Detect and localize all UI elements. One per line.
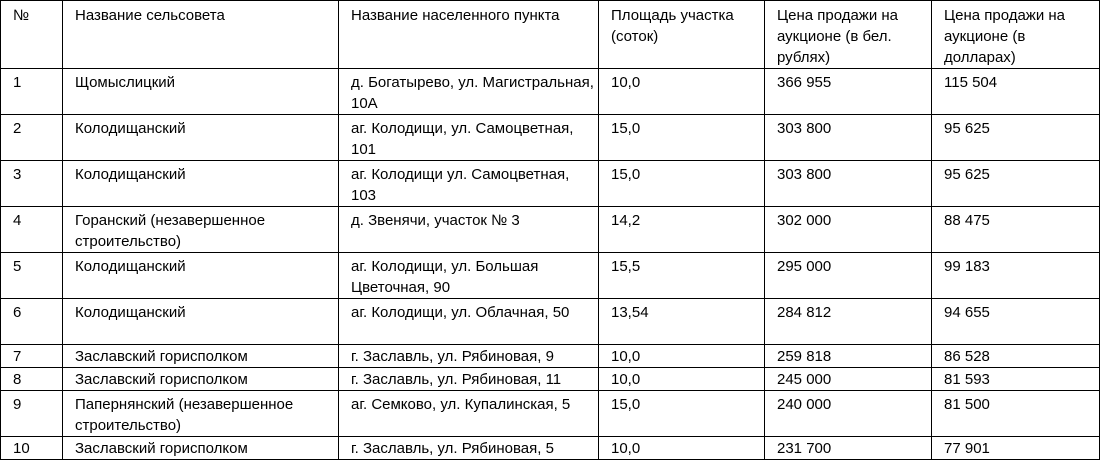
cell-number: 10 <box>1 437 63 460</box>
cell-settlement: аг. Семково, ул. Купалинская, 5 <box>339 391 599 437</box>
cell-price-byn: 303 800 <box>765 115 932 161</box>
table-row <box>1 391 1100 437</box>
cell-council: Щомыслицкий <box>63 69 339 115</box>
table-row <box>1 69 1100 115</box>
header-area: Площадь участка (соток) <box>599 1 765 69</box>
table-row <box>1 253 1100 299</box>
cell-area: 15,0 <box>599 161 765 207</box>
cell-council: Колодищанский <box>63 253 339 299</box>
cell-area: 13,54 <box>599 299 765 345</box>
cell-number: 3 <box>1 161 63 207</box>
cell-number: 7 <box>1 345 63 368</box>
cell-price-byn: 231 700 <box>765 437 932 460</box>
header-settlement: Название населенного пункта <box>339 1 599 69</box>
cell-council: Заславский горисполком <box>63 368 339 391</box>
cell-settlement: аг. Колодищи, ул. Облачная, 50 <box>339 299 599 345</box>
cell-number: 6 <box>1 299 63 345</box>
table-row <box>1 207 1100 253</box>
cell-settlement: г. Заславль, ул. Рябиновая, 5 <box>339 437 599 460</box>
header-number: № <box>1 1 63 69</box>
cell-area: 10,0 <box>599 345 765 368</box>
cell-settlement: г. Заславль, ул. Рябиновая, 9 <box>339 345 599 368</box>
cell-price-byn: 303 800 <box>765 161 932 207</box>
cell-number: 5 <box>1 253 63 299</box>
cell-price-byn: 284 812 <box>765 299 932 345</box>
cell-price-usd: 81 500 <box>932 391 1100 437</box>
table-header <box>1 1 1100 69</box>
cell-council: Колодищанский <box>63 299 339 345</box>
cell-council: Заславский горисполком <box>63 437 339 460</box>
cell-settlement: д. Звенячи, участок № 3 <box>339 207 599 253</box>
cell-area: 15,5 <box>599 253 765 299</box>
cell-area: 10,0 <box>599 368 765 391</box>
header-price-byn: Цена продажи на аукционе (в бел. рублях) <box>765 1 932 69</box>
cell-price-usd: 86 528 <box>932 345 1100 368</box>
cell-settlement: аг. Колодищи, ул. Самоцветная, 101 <box>339 115 599 161</box>
cell-price-byn: 245 000 <box>765 368 932 391</box>
cell-price-usd: 115 504 <box>932 69 1100 115</box>
cell-price-byn: 295 000 <box>765 253 932 299</box>
cell-number: 2 <box>1 115 63 161</box>
cell-price-byn: 366 955 <box>765 69 932 115</box>
table-body <box>1 69 1100 460</box>
header-row <box>1 1 1100 69</box>
table-row <box>1 345 1100 368</box>
cell-number: 4 <box>1 207 63 253</box>
cell-price-byn: 302 000 <box>765 207 932 253</box>
cell-price-usd: 95 625 <box>932 115 1100 161</box>
cell-settlement: г. Заславль, ул. Рябиновая, 11 <box>339 368 599 391</box>
table-row <box>1 115 1100 161</box>
cell-council: Колодищанский <box>63 161 339 207</box>
cell-price-byn: 240 000 <box>765 391 932 437</box>
cell-number: 9 <box>1 391 63 437</box>
cell-area: 15,0 <box>599 115 765 161</box>
cell-council: Горанский (незавершенное строительство) <box>63 207 339 253</box>
cell-area: 15,0 <box>599 391 765 437</box>
table-row <box>1 368 1100 391</box>
cell-council: Заславский горисполком <box>63 345 339 368</box>
cell-settlement: аг. Колодищи, ул. Большая Цветочная, 90 <box>339 253 599 299</box>
table-row <box>1 437 1100 460</box>
cell-area: 10,0 <box>599 69 765 115</box>
cell-price-usd: 77 901 <box>932 437 1100 460</box>
cell-settlement: д. Богатырево, ул. Магистральная, 10А <box>339 69 599 115</box>
cell-council: Колодищанский <box>63 115 339 161</box>
cell-price-byn: 259 818 <box>765 345 932 368</box>
cell-area: 10,0 <box>599 437 765 460</box>
cell-price-usd: 94 655 <box>932 299 1100 345</box>
cell-settlement: аг. Колодищи ул. Самоцветная, 103 <box>339 161 599 207</box>
cell-council: Папернянский (незавершенное строительство) <box>63 391 339 437</box>
cell-number: 1 <box>1 69 63 115</box>
cell-price-usd: 81 593 <box>932 368 1100 391</box>
cell-number: 8 <box>1 368 63 391</box>
table-row <box>1 299 1100 345</box>
cell-area: 14,2 <box>599 207 765 253</box>
table-row <box>1 161 1100 207</box>
cell-price-usd: 95 625 <box>932 161 1100 207</box>
cell-price-usd: 99 183 <box>932 253 1100 299</box>
cell-price-usd: 88 475 <box>932 207 1100 253</box>
header-price-usd: Цена продажи на аукционе (в долларах) <box>932 1 1100 69</box>
header-council: Название сельсовета <box>63 1 339 69</box>
